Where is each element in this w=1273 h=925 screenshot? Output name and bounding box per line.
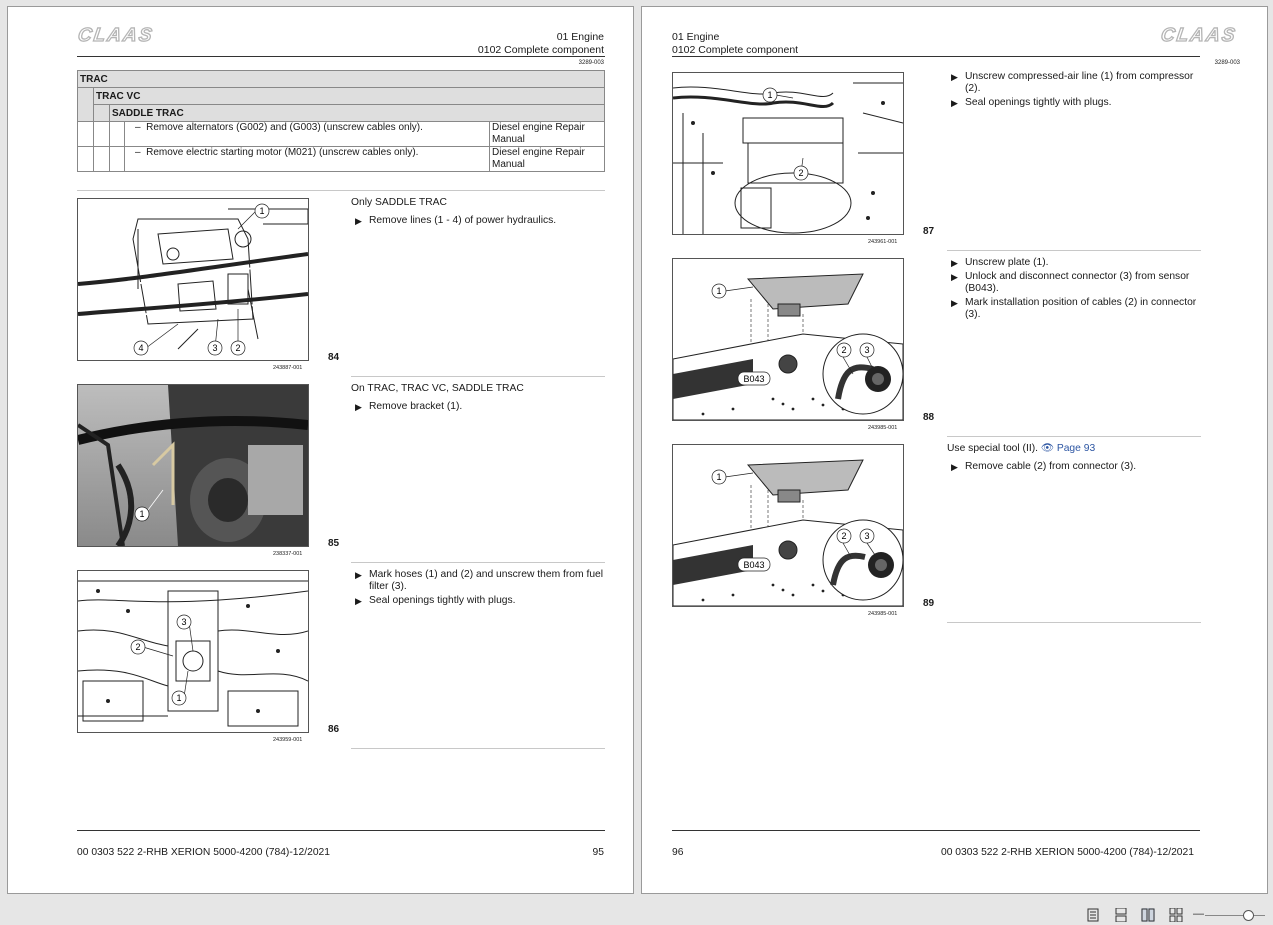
step-bullet: ▶ Remove bracket (1). <box>351 401 605 413</box>
callout: 1 <box>259 206 265 216</box>
page-reference-icon: 👁 <box>1040 443 1054 454</box>
callout: 2 <box>798 168 804 178</box>
step-86-instructions <box>351 569 605 609</box>
step-bullet: ▶ Remove lines (1 - 4) of power hydraulics. <box>351 215 605 227</box>
doc-number: 3289-003 <box>578 60 604 66</box>
footer-doc: 00 0303 522 2-RHB XERION 5000-4200 (784)-12/2021 <box>940 847 1194 858</box>
continuous-page-icon[interactable] <box>1114 908 1128 922</box>
callout: 2 <box>235 343 241 353</box>
figure-id: 243985-001 <box>868 611 898 617</box>
callout: 1 <box>176 693 182 703</box>
zoom-out-icon[interactable]: — <box>1193 908 1204 920</box>
callout: 3 <box>864 531 870 541</box>
figure-id: 243961-001 <box>868 239 898 245</box>
two-page-continuous-icon[interactable] <box>1169 908 1183 922</box>
figure-number: 88 <box>923 412 935 423</box>
callout: B043 <box>743 374 765 384</box>
step-84-instructions <box>351 197 605 229</box>
step-bullet: ▶ Unscrew compressed-air line (1) from compressor (2). <box>947 71 1201 95</box>
callout: 2 <box>135 642 141 652</box>
figure-89-connector-cable <box>672 444 904 607</box>
separator <box>947 436 1201 437</box>
step-bullet: ▶ Mark hoses (1) and (2) and unscrew them from fuel filter (3). <box>351 569 605 593</box>
figure-id: 243959-001 <box>273 737 303 743</box>
step-89-instructions <box>947 443 1201 475</box>
step-88-instructions <box>947 257 1201 323</box>
page-93-link[interactable]: Page 93 <box>1056 443 1096 454</box>
page-number: 95 <box>592 847 604 858</box>
callout: 3 <box>181 617 187 627</box>
single-page-icon[interactable] <box>1086 908 1100 922</box>
step-bullet: ▶ Unscrew plate (1). <box>947 257 1201 269</box>
header-rule <box>672 56 1200 57</box>
table-row <box>78 122 605 147</box>
dash: – <box>135 147 141 158</box>
footer-rule <box>77 830 605 831</box>
zoom-slider[interactable] <box>1205 915 1265 916</box>
figure-id: 243985-001 <box>868 425 898 431</box>
callout: 2 <box>841 531 847 541</box>
separator <box>947 250 1201 251</box>
variant-level: TRAC <box>78 71 605 88</box>
page-number: 96 <box>672 847 684 858</box>
table-row <box>78 147 605 172</box>
callout: 3 <box>212 343 218 353</box>
figure-number: 85 <box>328 538 340 549</box>
step-condition: Only SADDLE TRAC <box>351 197 447 208</box>
callout: 2 <box>841 345 847 355</box>
header-section: 0102 Complete component <box>477 43 604 56</box>
separator <box>77 190 605 191</box>
header-rule <box>77 56 605 57</box>
figure-87-compressor <box>672 72 904 235</box>
two-page-icon[interactable] <box>1141 908 1155 922</box>
figure-88-sensor-plate <box>672 258 904 421</box>
variant-table <box>77 70 605 172</box>
claas-logo: CLAAS <box>1159 25 1238 46</box>
step-condition: On TRAC, TRAC VC, SADDLE TRAC <box>351 383 524 394</box>
callout: 4 <box>138 343 144 353</box>
variant-level: SADDLE TRAC <box>110 105 605 122</box>
zoom-slider-handle[interactable] <box>1243 910 1254 921</box>
doc-number: 3289-003 <box>1214 60 1240 66</box>
claas-logo: CLAAS <box>76 25 155 46</box>
condition-text: Use special tool (II). <box>947 443 1038 454</box>
table-row-text: Remove electric starting motor (M021) (unscrew cables only). <box>146 147 419 158</box>
figure-85-bracket-photo <box>77 384 309 547</box>
variant-level: TRAC VC <box>94 88 605 105</box>
table-row-ref: Diesel engine Repair Manual <box>490 147 605 172</box>
table-row-ref: Diesel engine Repair Manual <box>490 122 605 147</box>
header-chapter: 01 Engine <box>556 31 604 43</box>
figure-number: 86 <box>328 724 340 735</box>
separator <box>351 562 605 563</box>
callout: B043 <box>743 560 765 570</box>
page-header <box>478 31 604 56</box>
header-chapter: 01 Engine <box>672 31 720 43</box>
footer-rule <box>672 830 1200 831</box>
table-row-text: Remove alternators (G002) and (G003) (unscrew cables only). <box>146 122 423 133</box>
page-header <box>672 31 798 56</box>
step-bullet: ▶ Seal openings tightly with plugs. <box>947 97 1201 109</box>
callout: 1 <box>139 509 145 519</box>
dash: – <box>135 122 141 133</box>
footer-doc: 00 0303 522 2-RHB XERION 5000-4200 (784)-12/2021 <box>77 847 331 858</box>
figure-id: 243887-001 <box>273 365 303 371</box>
separator <box>947 622 1201 623</box>
header-section: 0102 Complete component <box>672 43 799 56</box>
step-85-instructions <box>351 383 605 415</box>
step-bullet: ▶ Seal openings tightly with plugs. <box>351 595 605 607</box>
step-bullet: ▶ Unlock and disconnect connector (3) from sensor (B043). <box>947 271 1201 295</box>
left-page <box>7 6 634 894</box>
figure-number: 84 <box>328 352 340 363</box>
step-bullet: ▶ Mark installation position of cables (2) in connector (3). <box>947 297 1201 321</box>
figure-number: 89 <box>923 598 935 609</box>
separator <box>351 376 605 377</box>
callout: 1 <box>716 472 722 482</box>
separator <box>351 748 605 749</box>
callout: 3 <box>864 345 870 355</box>
right-page <box>641 6 1268 894</box>
figure-84-hydraulic-lines <box>77 198 309 361</box>
step-condition <box>947 443 1201 455</box>
callout: 1 <box>716 286 722 296</box>
step-bullet: ▶ Remove cable (2) from connector (3). <box>947 461 1201 473</box>
step-87-instructions <box>947 71 1201 111</box>
figure-86-fuel-filter <box>77 570 309 733</box>
figure-number: 87 <box>923 226 935 237</box>
callout: 1 <box>767 90 773 100</box>
figure-id: 238337-001 <box>273 551 303 557</box>
